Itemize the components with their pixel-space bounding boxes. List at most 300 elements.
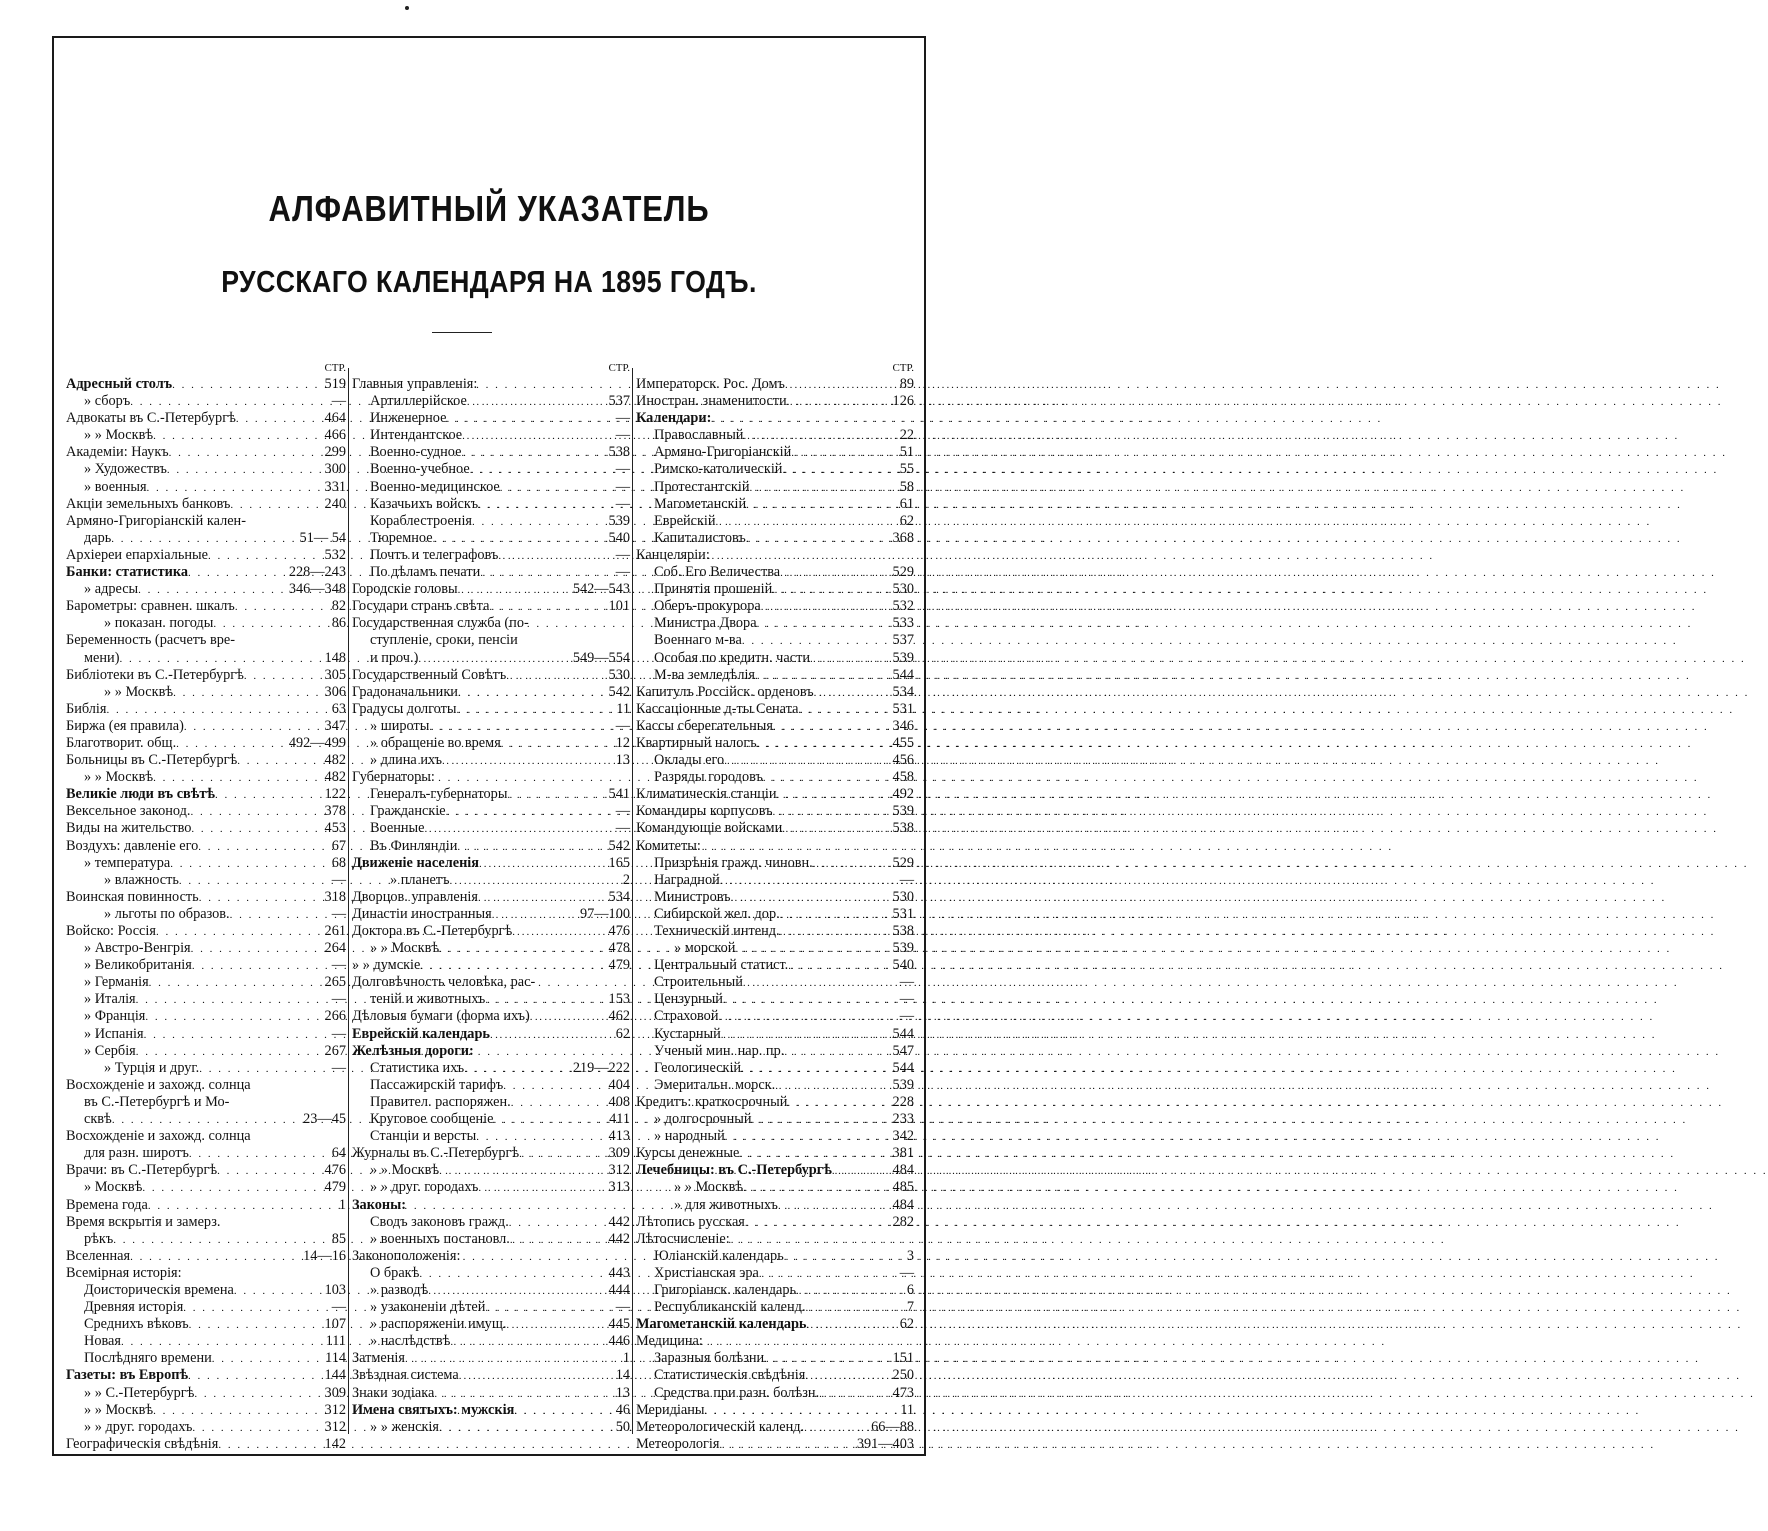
dot-leader — [170, 856, 330, 873]
entry-label: М-ва земледѣлія — [654, 666, 756, 683]
index-entry — [636, 1333, 916, 1350]
index-entry — [352, 1162, 632, 1179]
entry-page-number: 312 — [324, 1401, 346, 1418]
index-entry — [352, 1248, 632, 1265]
entry-label: » длина ихъ — [370, 752, 443, 769]
dot-leader — [191, 821, 322, 838]
entry-label: Метеорологическій календ. — [636, 1418, 805, 1435]
entry-page-number: 165 — [608, 854, 630, 871]
entry-page-number: 540 — [608, 529, 630, 546]
dot-leader — [772, 582, 890, 599]
dot-leader — [230, 497, 322, 514]
entry-page-number: 240 — [324, 495, 346, 512]
index-entry — [636, 1282, 916, 1299]
entry-label: Гражданскіе — [370, 803, 446, 820]
dot-leader — [832, 1163, 891, 1180]
entry-label: » показан. погоды — [104, 615, 214, 632]
dot-leader — [743, 1180, 890, 1197]
index-entry — [66, 444, 348, 461]
index-entry — [352, 513, 632, 530]
entry-page-number: 445 — [608, 1316, 630, 1333]
entry-label: » сборъ — [84, 393, 131, 410]
entry-page-number: — — [331, 1299, 346, 1316]
entry-page-number: 312 — [608, 1162, 630, 1179]
entry-page-number: 530 — [608, 666, 630, 683]
entry-page-number: 530 — [892, 581, 914, 598]
index-entry — [66, 1043, 348, 1060]
entry-label: Метеорологія — [636, 1435, 720, 1452]
entry-label: Армяно-Григоріанскій — [654, 444, 792, 461]
dot-leader — [741, 1061, 890, 1078]
index-entry — [352, 923, 632, 940]
index-entry — [352, 855, 632, 872]
entry-label: Имена святыхъ: мужскія — [352, 1401, 515, 1418]
entry-label: Больницы въ С.-Петербургѣ — [66, 752, 238, 769]
entry-page-number: 538 — [892, 820, 914, 837]
index-entry — [66, 1282, 348, 1299]
entry-label: Климатическія станціи — [636, 786, 777, 803]
index-entry — [66, 1248, 348, 1265]
entry-label: Наградной — [654, 871, 720, 888]
index-entry — [636, 991, 916, 1008]
index-entry — [636, 838, 916, 855]
dot-leader — [189, 1317, 323, 1334]
entry-label: Кустарный — [654, 1025, 721, 1042]
entry-label: Сибирской жел. дор. — [654, 905, 780, 922]
entry-page-number: 530 — [892, 888, 914, 905]
entry-label: Градусы долготы — [352, 700, 457, 717]
entry-label: Акціи земельныхъ банковъ — [66, 495, 231, 512]
dot-leader — [198, 839, 329, 856]
index-entry — [636, 530, 916, 547]
dot-leader — [723, 992, 898, 1009]
entry-page-number: 309 — [608, 1145, 630, 1162]
index-entry — [66, 1111, 348, 1128]
dot-leader — [763, 770, 891, 787]
dot-leader — [506, 668, 606, 685]
entry-page-number: 482 — [324, 769, 346, 786]
dot-leader — [746, 531, 891, 548]
entry-page-number: 61 — [899, 495, 914, 512]
index-entry — [352, 376, 632, 393]
dot-leader — [493, 1112, 607, 1129]
index-entry — [352, 598, 632, 615]
entry-label: » военныхъ постановл. — [370, 1230, 510, 1247]
index-entry — [66, 855, 348, 872]
index-entry — [636, 1197, 916, 1214]
index-entry — [636, 735, 916, 752]
entry-page-number: — — [331, 905, 346, 922]
entry-label: Государственный Совѣтъ — [352, 666, 507, 683]
dot-leader — [782, 462, 897, 479]
entry-label: Строительный — [654, 974, 743, 991]
dot-leader — [208, 548, 323, 565]
index-entry — [636, 923, 916, 940]
entry-page-number: 537 — [892, 632, 914, 649]
dot-leader — [428, 1283, 606, 1300]
entry-page-number: 534 — [608, 888, 630, 905]
dot-leader — [519, 1146, 606, 1163]
index-entry — [352, 1043, 632, 1060]
entry-page-number: 544 — [892, 666, 914, 683]
dot-leader — [806, 1317, 897, 1334]
dot-leader — [136, 992, 330, 1009]
entry-label: Государственная служба (по- — [352, 615, 529, 632]
index-entry — [636, 701, 916, 718]
dot-leader — [191, 941, 323, 958]
dot-leader — [757, 736, 891, 753]
index-entry — [66, 393, 348, 410]
entry-label: » наслѣдствѣ — [370, 1333, 451, 1350]
entry-label: Лечебницы: въ С.-Петербургѣ — [636, 1162, 832, 1179]
entry-label: Юліанскій календарь — [654, 1247, 784, 1264]
dot-leader — [806, 1300, 905, 1317]
index-entry — [352, 1197, 632, 1214]
dot-leader — [457, 839, 606, 856]
entry-label: » долгосрочный — [654, 1111, 752, 1128]
entry-page-number: 476 — [324, 1162, 346, 1179]
index-entry — [66, 786, 348, 803]
index-entry — [352, 889, 632, 906]
entry-label: Династіи иностранныя — [352, 905, 492, 922]
entry-label: для разн. широтъ — [84, 1145, 189, 1162]
entry-label: Кораблестроенія — [370, 512, 473, 529]
entry-label: Курсы денежные — [636, 1145, 740, 1162]
entry-page-number: 482 — [324, 752, 346, 769]
dot-leader — [788, 958, 890, 975]
entry-label: » узаконеніи дѣтей — [370, 1299, 486, 1316]
dot-leader — [798, 702, 890, 719]
entry-label: » адресы — [84, 581, 139, 598]
entry-page-number: — — [615, 564, 630, 581]
dot-leader — [194, 1386, 322, 1403]
entry-label: Государи странъ свѣта — [352, 598, 490, 615]
index-entry — [352, 1282, 632, 1299]
entry-label: Дѣловыя бумаги (форма ихъ) — [352, 1008, 530, 1025]
entry-label: Барометры: сравнен. шкалъ — [66, 598, 235, 615]
entry-page-number: 485 — [892, 1179, 914, 1196]
entry-label: Эмеритальн. морск. — [654, 1076, 776, 1093]
dot-leader — [121, 1334, 324, 1351]
dot-leader — [173, 685, 322, 702]
entry-page-number: 264 — [324, 940, 346, 957]
entry-label: Кассаціонные д-ты Сената — [636, 700, 799, 717]
entry-page-number: 532 — [324, 546, 346, 563]
entry-page-number: 153 — [608, 991, 630, 1008]
dot-leader — [183, 1300, 329, 1317]
entry-page-number: 306 — [324, 683, 346, 700]
entry-label: » обращеніе во время — [370, 734, 501, 751]
index-entry — [636, 906, 916, 923]
dot-leader — [184, 719, 323, 736]
entry-label: Заразныя болѣзни — [654, 1350, 765, 1367]
entry-page-number: 142 — [324, 1435, 346, 1452]
index-entry — [636, 615, 916, 632]
dot-leader — [512, 924, 606, 941]
index-entry — [352, 1026, 632, 1043]
dot-leader — [780, 565, 890, 582]
entry-label: Почтъ и телеграфовъ — [370, 546, 499, 563]
entry-page-number: — — [899, 1008, 914, 1025]
index-entry — [352, 1419, 632, 1436]
index-entry — [636, 1265, 916, 1282]
index-entry — [66, 427, 348, 444]
entry-label: Военнаго м-ва — [654, 632, 742, 649]
dot-leader — [149, 975, 323, 992]
entry-label: Императорск. Рос. Домъ — [636, 376, 785, 392]
dot-leader — [509, 1215, 607, 1232]
entry-label: » » Москвѣ — [674, 1179, 744, 1196]
entry-label: Звѣздная система — [352, 1367, 459, 1384]
entry-page-number: 111 — [325, 1333, 346, 1350]
index-entry — [352, 769, 632, 786]
entry-label: Благотворит. общ. — [66, 734, 177, 751]
entry-label: Еврейскій — [654, 512, 716, 529]
dot-leader — [179, 873, 330, 890]
entry-label: Городскіе головы — [352, 581, 458, 598]
dot-leader — [501, 736, 614, 753]
column-header: СТР. — [324, 362, 346, 374]
index-entry — [66, 735, 348, 752]
entry-label: Воинская повинность — [66, 888, 199, 905]
index-entry — [352, 1231, 632, 1248]
entry-page-number: 66—88 — [871, 1418, 914, 1435]
entry-page-number: 126 — [892, 393, 914, 410]
entry-page-number: 443 — [608, 1264, 630, 1281]
entry-page-number: 456 — [892, 752, 914, 769]
entry-page-number: — — [899, 974, 914, 991]
index-entry — [66, 906, 348, 923]
entry-label: Министровъ — [654, 888, 731, 905]
index-entry — [636, 1385, 916, 1402]
entry-label: Законоположенія: — [352, 1247, 461, 1264]
entry-label: и проч.) — [370, 649, 419, 666]
dot-leader — [189, 1146, 330, 1163]
entry-page-number: 544 — [892, 1025, 914, 1042]
entry-label: Войско: Россія — [66, 923, 156, 939]
entry-page-number: 381 — [892, 1145, 914, 1162]
entry-label: » Художествъ — [84, 461, 167, 478]
dot-leader — [446, 411, 613, 428]
entry-label: Древняя исторія — [84, 1299, 184, 1316]
index-entry — [636, 1026, 916, 1043]
entry-label: Новая — [84, 1333, 121, 1350]
column-header: СТР. — [892, 362, 914, 374]
entry-page-number: 313 — [608, 1179, 630, 1196]
entry-page-number: 331 — [324, 478, 346, 495]
entry-page-number: 101 — [608, 598, 630, 615]
index-entry — [66, 701, 348, 718]
entry-label: Христіанская эра — [654, 1264, 759, 1281]
index-entry — [636, 1350, 916, 1367]
dot-leader — [514, 1403, 613, 1420]
entry-label: Артиллерійское — [370, 393, 467, 410]
index-entry — [66, 1214, 348, 1231]
entry-page-number: 89 — [899, 376, 914, 392]
index-entry — [636, 1128, 916, 1145]
index-entry — [66, 974, 348, 991]
dot-leader — [719, 1437, 854, 1454]
dot-leader — [235, 599, 330, 616]
index-entry — [636, 1367, 916, 1384]
dot-leader — [199, 890, 323, 907]
entry-label: Военно-медицинское — [370, 478, 500, 495]
entry-page-number: — — [615, 803, 630, 820]
index-entry — [66, 923, 348, 940]
index-entry — [636, 1419, 916, 1436]
dot-leader — [791, 445, 897, 462]
index-entry — [352, 701, 632, 718]
index-column-left — [66, 360, 348, 1452]
entry-page-number: 86 — [331, 615, 346, 632]
dot-leader — [785, 377, 898, 394]
dot-leader — [192, 1420, 322, 1437]
entry-label: Главныя управленія: — [352, 376, 478, 392]
index-entry — [636, 547, 916, 564]
index-entry — [66, 1419, 348, 1436]
index-entry — [352, 1316, 632, 1333]
entry-page-number: 13 — [615, 1384, 630, 1401]
entry-label: Круговое сообщеніе — [370, 1111, 494, 1128]
dot-leader — [237, 753, 322, 770]
index-entry — [66, 872, 348, 889]
index-entry — [66, 632, 348, 649]
entry-page-number: 114 — [325, 1350, 346, 1367]
entry-label: Геологическій — [654, 1059, 742, 1076]
index-entry — [66, 1077, 348, 1094]
dot-leader — [439, 1420, 614, 1437]
index-entry — [352, 547, 632, 564]
dot-leader — [810, 651, 891, 668]
entry-page-number: 312 — [324, 1418, 346, 1435]
dot-leader — [405, 1351, 621, 1368]
entry-page-number: 542 — [608, 837, 630, 854]
entry-page-number: — — [899, 1264, 914, 1281]
index-entry — [352, 1179, 632, 1196]
index-entry — [66, 410, 348, 427]
entry-label: Призрѣнія гражд. чиновн. — [654, 854, 813, 871]
index-entry — [636, 598, 916, 615]
entry-page-number: 533 — [892, 615, 914, 632]
entry-label: » Великобританія — [84, 957, 192, 974]
dot-leader — [111, 531, 297, 548]
entry-label: Законы: — [352, 1196, 407, 1213]
entry-label: Интендантское — [370, 427, 463, 444]
entry-page-number: 85 — [331, 1230, 346, 1247]
entry-page-number: 539 — [892, 649, 914, 666]
dot-leader — [500, 480, 614, 497]
index-entry — [636, 718, 916, 735]
index-entry — [352, 1333, 632, 1350]
entry-page-number: 455 — [892, 734, 914, 751]
entry-label: рѣкъ — [84, 1230, 114, 1247]
index-entry — [636, 1145, 916, 1162]
index-entry — [636, 479, 916, 496]
entry-page-number: 63 — [331, 700, 346, 717]
entry-page-number: 540 — [892, 957, 914, 974]
entry-label: Лѣтопись русская — [636, 1213, 745, 1230]
entry-page-number: — — [615, 1299, 630, 1316]
entry-label: Послѣдняго времени — [84, 1350, 212, 1367]
entry-label: Кассы сберегательныя — [636, 717, 773, 734]
entry-page-number: 228—243 — [288, 564, 346, 581]
index-entry — [636, 1402, 916, 1419]
column-header: СТР. — [608, 362, 630, 374]
index-entry — [66, 1316, 348, 1333]
dot-leader — [153, 770, 322, 787]
entry-label: По дѣламъ печати — [370, 564, 481, 581]
index-entry — [66, 496, 348, 513]
index-entry — [66, 1094, 348, 1111]
index-entry — [352, 991, 632, 1008]
entry-page-number: 67 — [331, 837, 346, 854]
dot-leader — [804, 1420, 869, 1437]
index-entry — [352, 1299, 632, 1316]
entry-page-number: 62 — [615, 1025, 630, 1042]
entry-page-number: 7 — [906, 1299, 914, 1316]
index-entry — [66, 718, 348, 735]
entry-label: Библія — [66, 700, 107, 717]
entry-label: » Сербія — [84, 1042, 136, 1059]
entry-page-number: 6 — [906, 1281, 914, 1298]
dot-leader — [784, 1044, 890, 1061]
dot-leader — [746, 497, 898, 514]
dot-leader — [511, 1095, 607, 1112]
dot-leader — [813, 856, 891, 873]
entry-label: Воздухъ: давленіе его — [66, 837, 199, 854]
dot-leader — [510, 1232, 607, 1249]
entry-page-number: 534 — [892, 683, 914, 700]
index-entry — [352, 735, 632, 752]
dot-leader — [476, 1129, 606, 1146]
dot-leader — [442, 753, 614, 770]
entry-label: дарь — [84, 529, 112, 546]
entry-label: » » Москвѣ — [84, 769, 154, 786]
index-entry — [636, 564, 916, 581]
index-entry — [352, 1265, 632, 1282]
entry-label: Въ Финляндіи — [370, 837, 458, 854]
index-entry — [636, 1111, 916, 1128]
entry-label: » » Москвѣ — [84, 427, 154, 444]
index-entry — [636, 1214, 916, 1231]
dot-leader — [215, 787, 323, 804]
entry-page-number: 233 — [892, 1111, 914, 1128]
entry-label: Банки: статистика — [66, 564, 189, 581]
index-entry — [66, 991, 348, 1008]
dot-leader — [457, 702, 615, 719]
dot-leader — [784, 1249, 905, 1266]
dot-leader — [130, 1249, 301, 1266]
index-entry — [352, 1214, 632, 1231]
entry-label: Военно-учебное — [370, 461, 470, 478]
dot-leader — [136, 1044, 323, 1061]
entry-page-number: 346—348 — [288, 581, 346, 598]
index-entry — [636, 1299, 916, 1316]
entry-label: » Германія — [84, 974, 149, 991]
index-entry — [636, 872, 916, 889]
index-entry — [66, 547, 348, 564]
index-entry — [352, 1367, 632, 1384]
dot-leader — [705, 1403, 899, 1420]
dot-leader — [490, 1027, 614, 1044]
dot-leader — [773, 719, 891, 736]
entry-label: Канцеляріи: — [636, 546, 710, 563]
entry-page-number: 144 — [324, 1367, 346, 1384]
dot-leader — [148, 1198, 337, 1215]
dot-leader — [419, 1266, 606, 1283]
entry-label: Правител. распоряжен. — [370, 1093, 511, 1110]
entry-page-number: 484 — [892, 1162, 914, 1179]
